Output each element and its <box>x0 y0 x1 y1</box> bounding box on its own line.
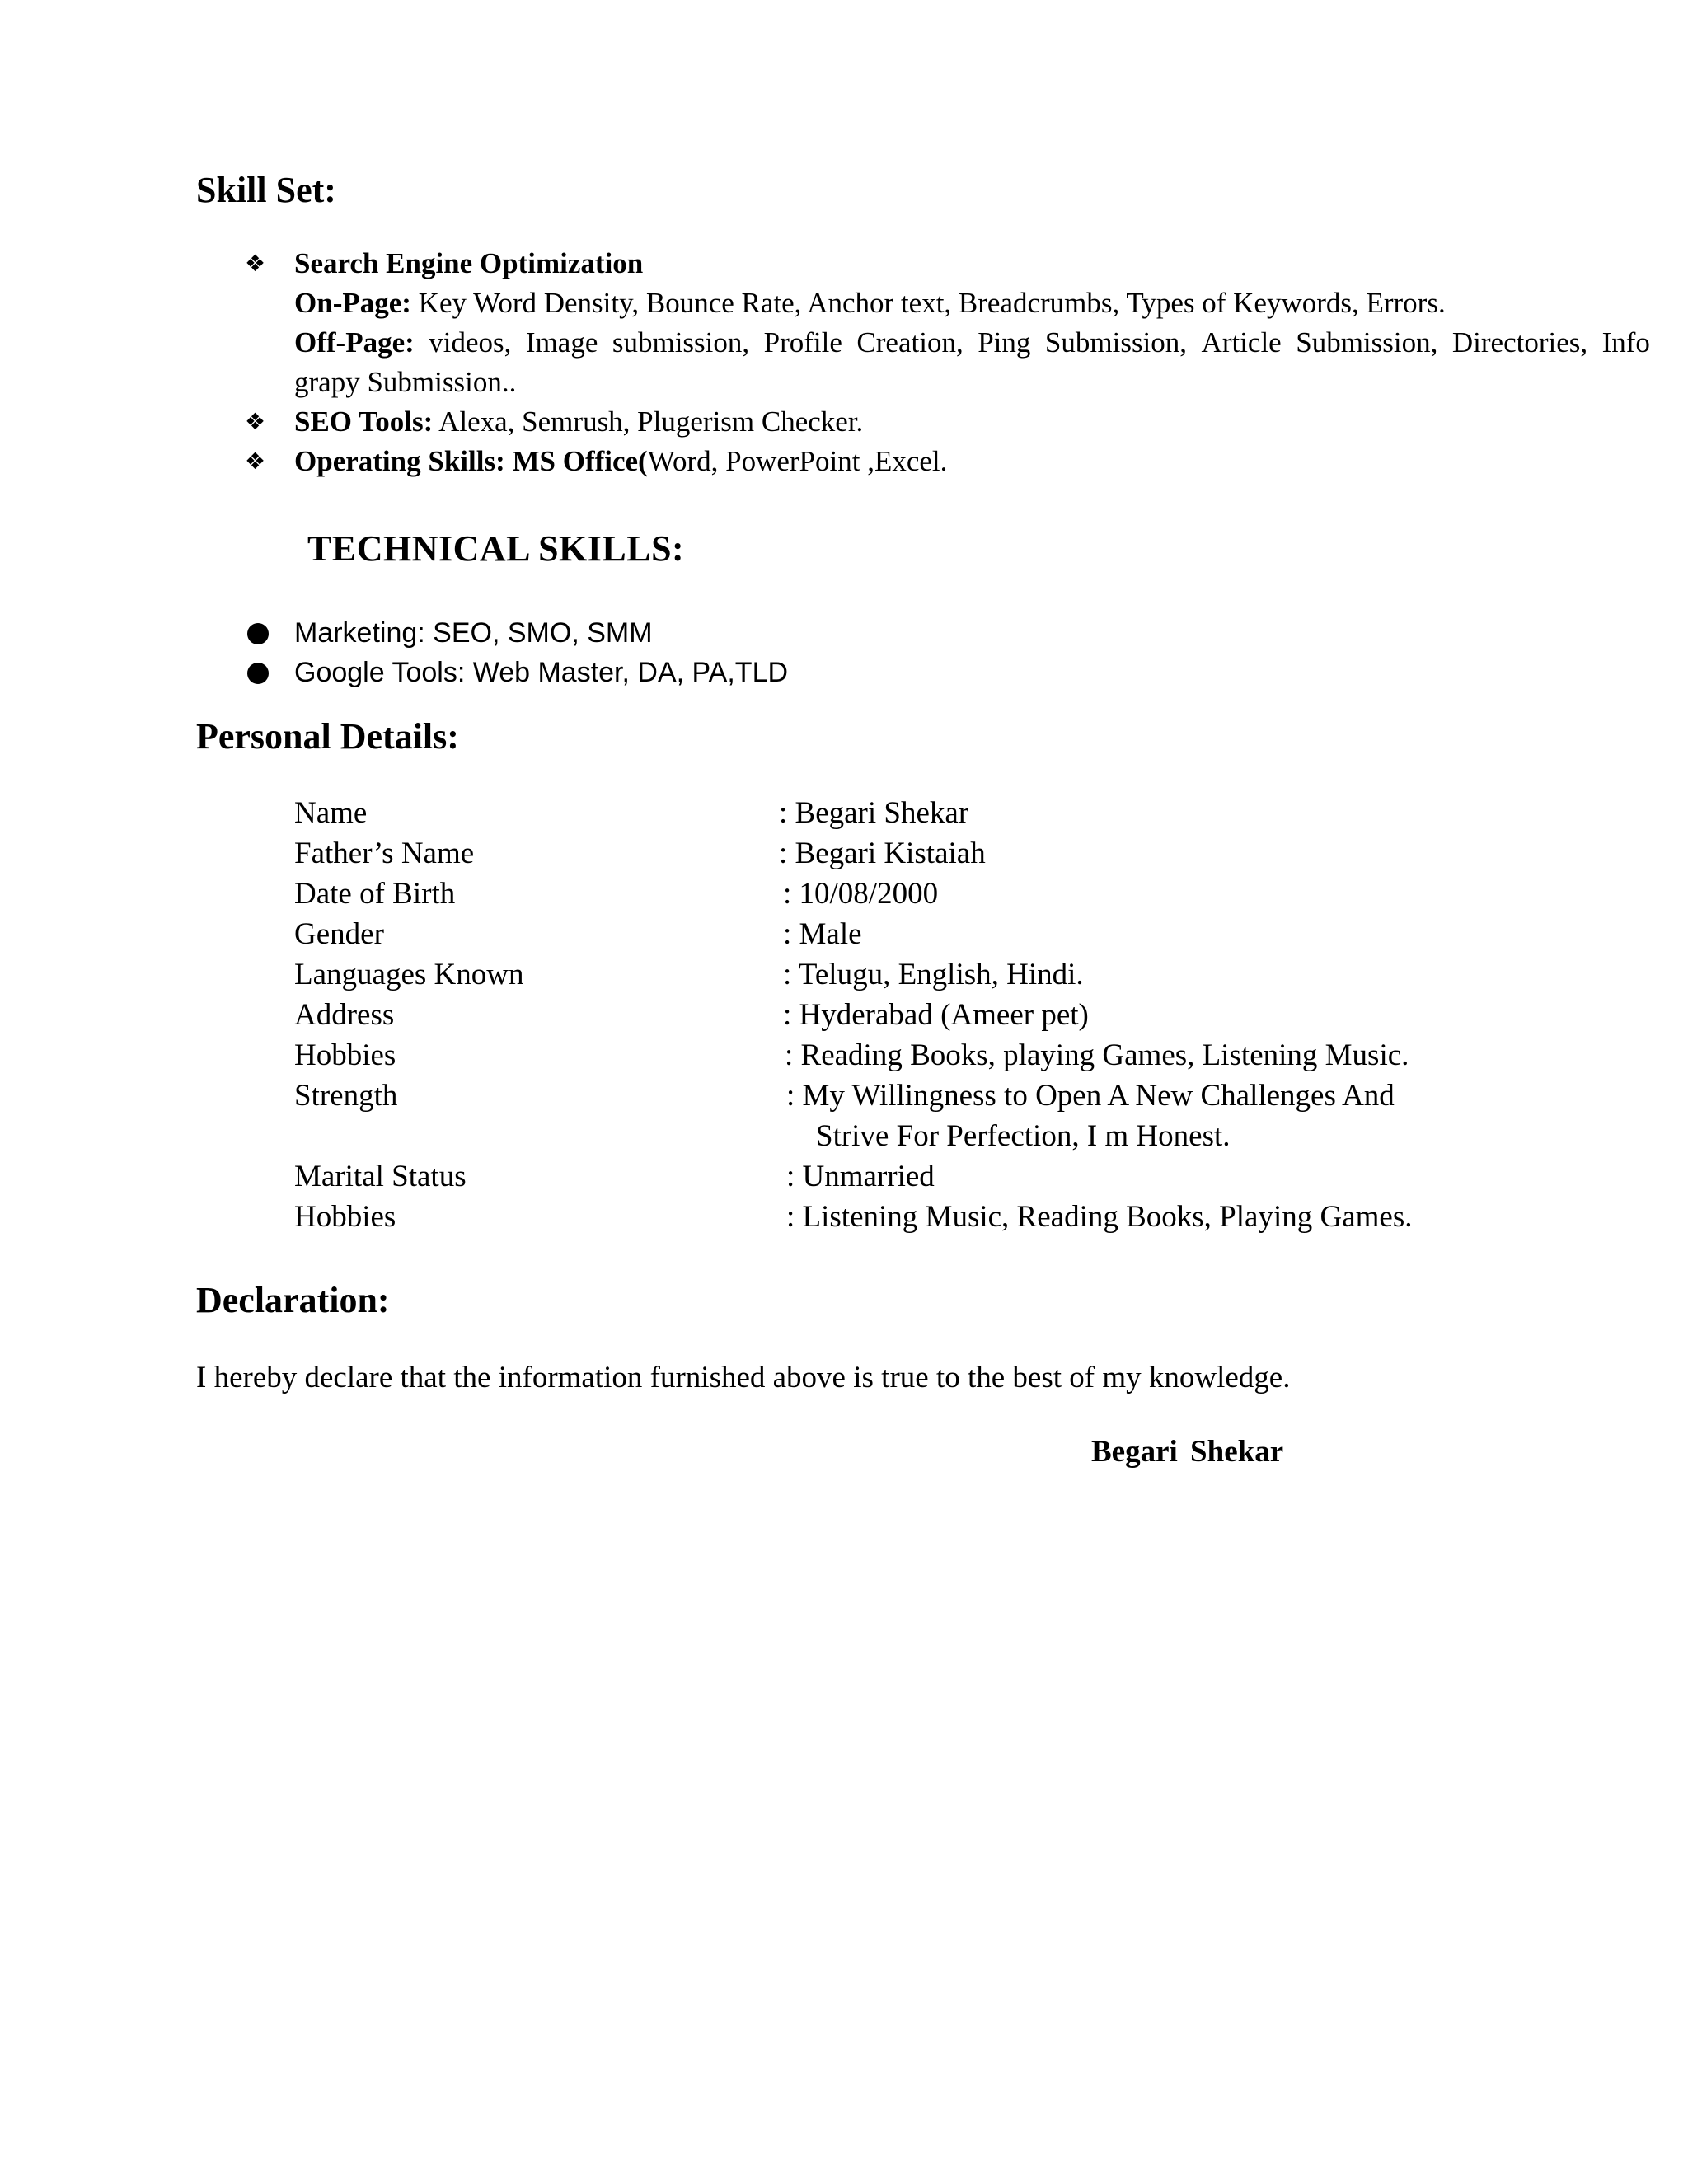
declaration-text: I hereby declare that the information furnished above is true to the best of my knowledge. <box>196 1361 1291 1394</box>
declaration-heading: Declaration: <box>196 1280 390 1320</box>
detail-label-hobbies: Hobbies <box>294 1038 396 1072</box>
detail-value-marital-status: : Unmarried <box>786 1160 935 1193</box>
operating-skills-line <box>294 442 947 481</box>
diamond-bullet-icon: ❖ <box>245 250 266 277</box>
off-page-word: Creation, <box>856 326 964 359</box>
off-page-word: Article <box>1201 326 1282 359</box>
detail-value-name: : Begari Shekar <box>779 796 969 830</box>
off-page-word: Submission, <box>1044 326 1188 359</box>
detail-value-hobbies-2: : Listening Music, Reading Books, Playing Games. <box>786 1200 1413 1234</box>
seo-title-text: Search Engine Optimization <box>294 247 644 279</box>
off-page-word: Profile <box>763 326 842 359</box>
technical-skill-item: Google Tools: Web Master, DA, PA,TLD <box>294 657 789 688</box>
diamond-bullet-icon: ❖ <box>245 448 266 475</box>
off-page-word: Submission, <box>1296 326 1438 359</box>
off-page-label: Off-Page: <box>294 326 415 359</box>
seo-tools-text: Alexa, Semrush, Plugerism Checker. <box>433 405 864 438</box>
off-page-line <box>294 323 1650 363</box>
off-page-word: videos, <box>429 326 512 359</box>
detail-label-marital-status: Marital Status <box>294 1160 467 1193</box>
detail-label-hobbies-2: Hobbies <box>294 1200 396 1234</box>
detail-label-name: Name <box>294 796 368 830</box>
seo-title <box>294 244 643 284</box>
on-page-text: Key Word Density, Bounce Rate, Anchor text, Breadcrumbs, Types of Keywords, Errors. <box>410 287 1446 319</box>
detail-label-strength: Strength <box>294 1079 398 1113</box>
off-page-word: Info <box>1601 326 1650 359</box>
round-bullet-icon <box>247 623 269 644</box>
detail-label-address: Address <box>294 998 395 1032</box>
off-page-word: submission, <box>612 326 750 359</box>
technical-skill-item: Marketing: SEO, SMO, SMM <box>294 617 653 649</box>
off-page-word: Directories, <box>1451 326 1588 359</box>
seo-tools-label: SEO Tools: <box>294 405 434 438</box>
detail-value-strength: : My Willingness to Open A New Challenges And <box>786 1079 1395 1113</box>
detail-label-gender: Gender <box>294 917 384 951</box>
off-page-justified <box>294 323 1650 363</box>
detail-value-father-name: : Begari Kistaiah <box>779 837 986 870</box>
detail-value-strength-cont: Strive For Perfection, I m Honest. <box>816 1119 1231 1153</box>
detail-label-dob: Date of Birth <box>294 877 456 911</box>
detail-value-hobbies: : Reading Books, playing Games, Listening Music. <box>785 1038 1409 1072</box>
detail-label-languages: Languages Known <box>294 958 524 991</box>
skill-set-heading: Skill Set: <box>196 170 336 210</box>
diamond-bullet-icon: ❖ <box>245 408 266 435</box>
detail-value-address: : Hyderabad (Ameer pet) <box>783 998 1089 1032</box>
on-page-label: On-Page: <box>294 287 411 319</box>
seo-tools-line <box>294 402 863 442</box>
detail-value-gender: : Male <box>783 917 862 951</box>
operating-skills-label: Operating Skills: MS Office( <box>294 445 648 477</box>
personal-details-heading: Personal Details: <box>196 716 459 757</box>
on-page-line <box>294 284 1446 323</box>
off-page-word: Ping <box>978 326 1031 359</box>
round-bullet-icon <box>247 663 269 684</box>
off-page-word: Image <box>525 326 598 359</box>
detail-value-languages: : Telugu, English, Hindi. <box>783 958 1084 991</box>
detail-label-father-name: Father’s Name <box>294 837 475 870</box>
detail-value-dob: : 10/08/2000 <box>783 877 939 911</box>
off-page-continuation: grapy Submission.. <box>294 366 517 398</box>
signature-name: Begari Shekar <box>1091 1435 1284 1469</box>
technical-skills-heading: TECHNICAL SKILLS: <box>307 528 685 569</box>
operating-skills-text: Word, PowerPoint ,Excel. <box>647 445 948 477</box>
